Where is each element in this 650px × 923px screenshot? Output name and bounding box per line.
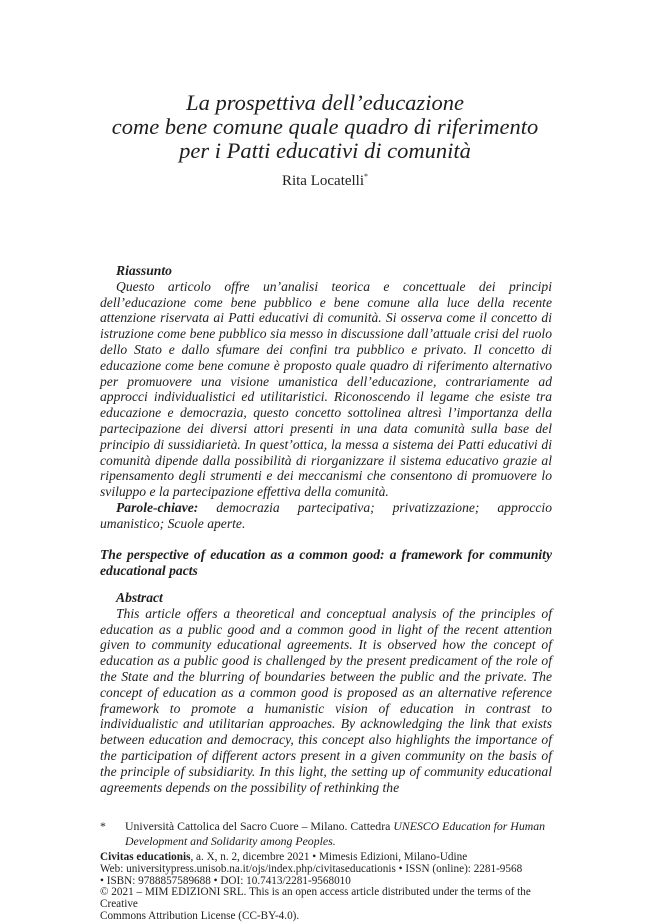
title-line-1: La prospettiva dell’educazione: [186, 90, 464, 115]
imprint-line-3: • ISBN: 9788857589688 • DOI: 10.7413/2281-9568010: [100, 874, 351, 887]
imprint-issue: , a. X, n. 2, dicembre 2021 • Mimesis Edizioni, Milano-Udine: [190, 851, 468, 863]
journal-imprint: [100, 852, 555, 923]
author-footnote-mark: *: [364, 172, 369, 181]
riassunto-section: [100, 263, 552, 532]
abstract-heading: Abstract: [116, 590, 163, 605]
riassunto-heading: Riassunto: [116, 263, 172, 278]
article-title: [60, 91, 590, 163]
riassunto-text: Questo articolo offre un’analisi teorica e concettuale dei principi dell’educazione come bene pubblico e bene comune alla luce della recente attenzione riservata ai Patti educativi di comunità. Si osserva come il concetto di istruzione come bene pubblico sia messo in discussione dall’attuale crisi del ruolo dello Stato e dallo sfumare dei confini tra pubblico e privato. Il concetto di educazione come bene comune è proposto quale quadro di riferimento alternativo per promuovere una visione umanistica dell’educazione, contrariamente ad approcci individualistici ed utilitaristici. Riconoscendo il legame che esiste tra educazione e democrazia, questo concetto sottolinea altresì l’importanza della partecipazione dei diversi attori presenti in una data comunità sulla base del principio di sussidiarietà. In quest’ottica, la messa a sistema dei Patti educativi di comunità dipende dalla possibilità di riorganizzare il sistema educativo grazie al ripensamento degli strumenti e dei meccanismi che consentono di promuovere lo sviluppo e la partecipazione effettiva della comunità.: [100, 278, 552, 500]
title-line-3: per i Patti educativi di comunità: [179, 138, 471, 163]
author-name: Rita Locatelli: [281, 173, 365, 189]
footnote-chair: UNESCO Education for Human Development and Solidarity among Peoples.: [125, 819, 546, 848]
footnote-text: [125, 819, 552, 849]
imprint-line-2: Web: universitypress.unisob.na.it/ojs/index.php/civitaseducationis • ISSN (online): 2281-9568: [100, 862, 523, 875]
english-title: The perspective of education as a common good: a framework for community educational pacts: [100, 547, 552, 578]
abstract-section: [100, 590, 552, 795]
keywords-label: Parole-chiave:: [116, 499, 199, 515]
imprint-line-4: © 2021 – MIM EDIZIONI SRL. This is an open access article distributed under the terms of the Creative: [100, 886, 531, 911]
journal-name: Civitas educationis: [100, 851, 191, 863]
footnote: [100, 819, 552, 849]
author-line: [0, 172, 650, 190]
keywords-line: [100, 500, 552, 532]
imprint-line-5: Commons Attribution License (CC-BY-4.0).: [100, 909, 300, 922]
footnote-affiliation: Università Cattolica del Sacro Cuore – Milano. Cattedra: [125, 819, 394, 833]
keywords-text: democrazia partecipativa; privatizzazione; approccio umanistico; Scuole aperte.: [100, 499, 552, 531]
title-line-2: come bene comune quale quadro di riferimento: [111, 114, 539, 139]
abstract-text: This article offers a theoretical and conceptual analysis of the principles of education as a public good and a common good in light of the recent attention given to community educational agreements. It is observed how the concept of education as a public good is challenged by the present predicament of the role of the State and the blurring of boundaries between the public and the private. The concept of education as a common good is proposed as an alternative reference framework to promote a humanistic vision of education in contrast to individualistic and utilitarian approaches. By acknowledging the link that exists between education and democracy, this concept also highlights the importance of the participation of different actors present in a given community on the basis of the principle of subsidiarity. In this light, the setting up of community educational agreements depends on the possibility of rethinking the: [100, 605, 552, 795]
footnote-mark: *: [100, 819, 106, 833]
